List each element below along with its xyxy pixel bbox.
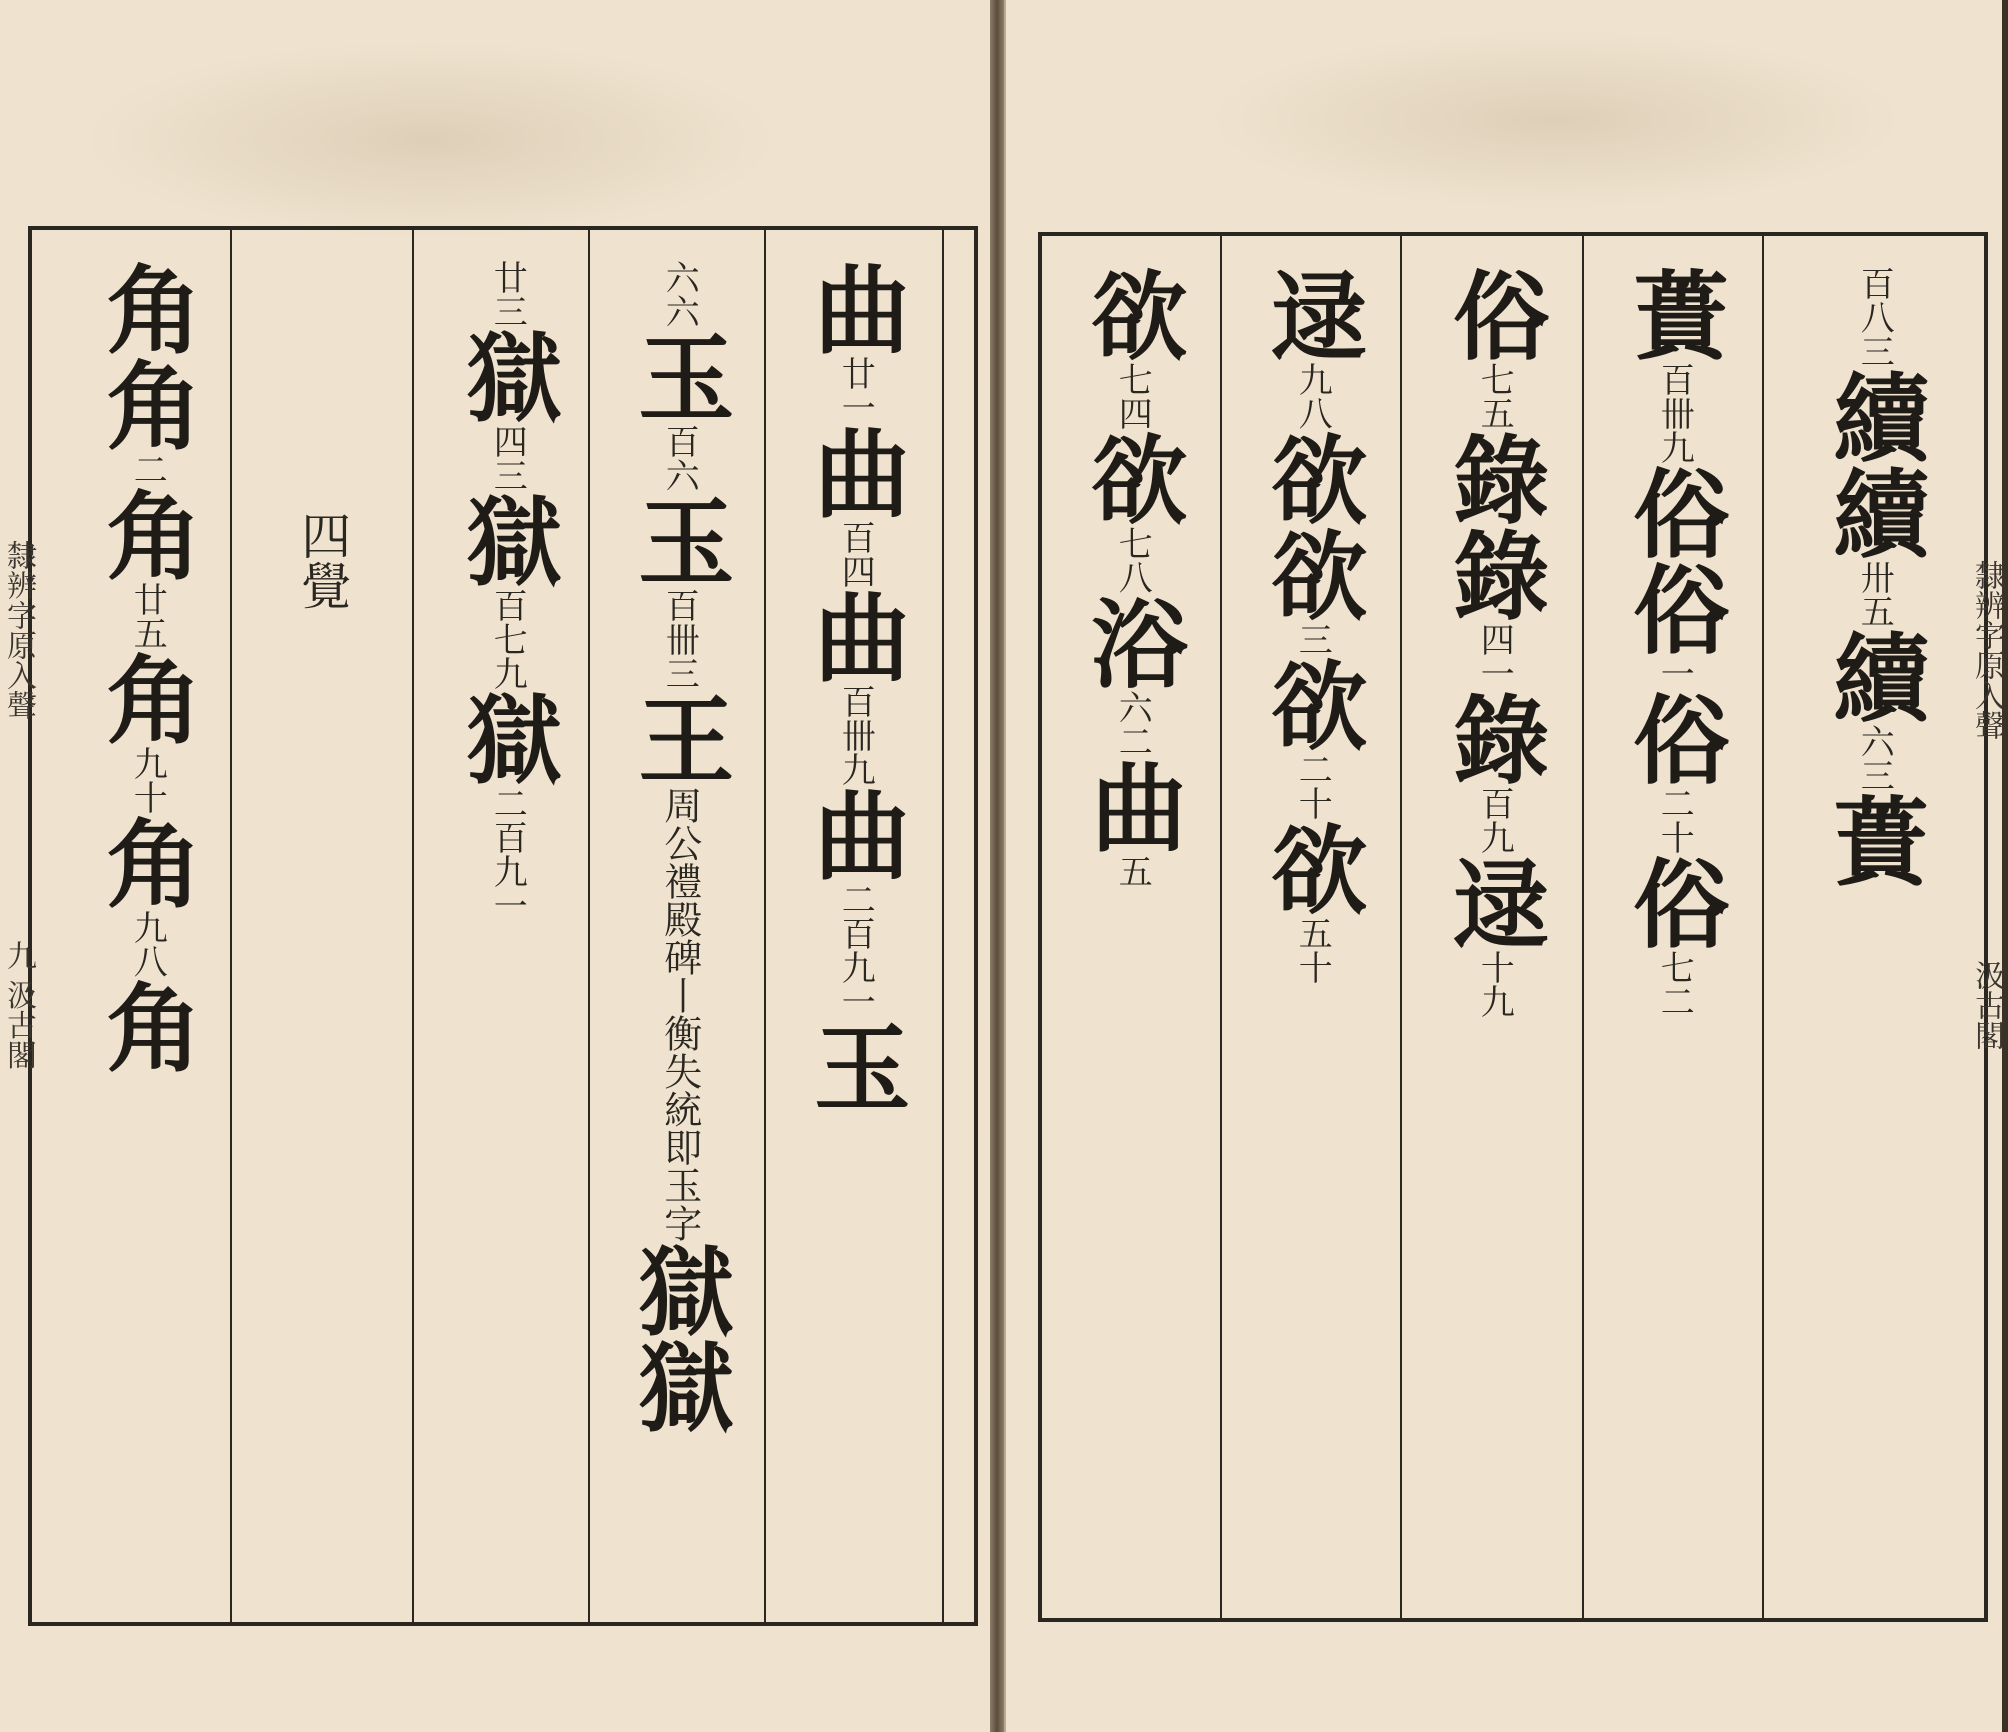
glyph: 蕢 [1617,266,1731,362]
citation-number: 二十 [1292,752,1333,820]
citation-number: 九十 [127,746,168,814]
glyph: 獄 [450,328,564,424]
glyph: 俗 [1617,464,1731,560]
citation-number: 百六 [659,424,700,492]
paper-stain [1206,30,1906,210]
entry-column-yu-prison [432,260,582,922]
entry-column-lu [1414,266,1574,1018]
glyph: 欲 [1075,430,1189,526]
right-page [1004,0,2002,1732]
margin-title: 隸辨字原入聲 [1969,560,2004,740]
entry-column-qu-yu [780,260,930,1114]
entry-column-yu-bath [1052,266,1212,888]
glyph: 逯 [1437,854,1551,950]
glyph: 俗 [1617,690,1731,786]
glyph: 俗 [1617,854,1731,950]
citation-number: 一 [1654,656,1695,690]
glyph: 錄 [1437,690,1551,786]
citation-number: 百卌九 [1654,362,1695,464]
citation-number: 七八 [1112,526,1153,594]
citation-number: 百四 [835,520,876,588]
glyph: 王 [622,690,736,786]
glyph: 續 [1817,628,1931,724]
column-rule [1220,236,1222,1618]
glyph: 玉 [798,1018,912,1114]
right-border-frame [1038,232,1988,1622]
right-margin-strip [1969,560,2004,1050]
glyph: 角 [90,650,204,746]
citation-number: 三 [1292,622,1333,656]
glyph: 欲 [1255,430,1369,526]
glyph: 曲 [798,260,912,356]
glyph: 獄獄 [622,1242,736,1434]
glyph: 曲 [1075,758,1189,854]
citation-number: 六三 [1854,724,1895,792]
glyph: 蕢 [1817,792,1931,888]
left-page [0,0,992,1732]
book-gutter [990,0,1004,1732]
glyph: 欲 [1075,266,1189,362]
glyph: 獄 [450,492,564,588]
citation-number: 廿三 [487,260,528,328]
entry-column-su [1594,266,1754,1018]
paper-stain [80,40,780,240]
glyph: 角角 [90,260,204,452]
section-heading-column [272,510,372,610]
citation-number: 六二 [1112,690,1153,758]
glyph: 玉 [622,492,736,588]
glyph: 欲 [1255,526,1369,622]
citation-number: 廿五 [127,582,168,650]
citation-number: 四一 [1474,622,1515,690]
glyph: 錄 [1437,526,1551,622]
glyph: 獄 [450,690,564,786]
column-rule [942,230,944,1622]
column-rule [1582,236,1584,1618]
citation-number: 百七九 [487,588,528,690]
citation-number: 廿一 [835,356,876,424]
glyph: 俗 [1437,266,1551,362]
citation-number: 百九 [1474,786,1515,854]
column-rule [588,230,590,1622]
citation-number: 二 [127,452,168,486]
glyph: 曲 [798,588,912,684]
citation-number: 卅五 [1854,560,1895,628]
glyph: 曲 [798,424,912,520]
citation-number: 百卌三 [659,588,700,690]
citation-number: 百卌九 [835,684,876,786]
citation-number: 五 [1112,854,1153,888]
citation-number: 百八三 [1854,266,1895,368]
citation-number: 六六 [659,260,700,328]
entry-column-yu-jade-note [604,260,754,1434]
column-rule [1400,236,1402,1618]
citation-number: 十九 [1474,950,1515,1018]
citation-number: 七四 [1112,362,1153,430]
column-rule [1762,236,1764,1618]
section-heading: 四覺 [293,510,352,610]
commentary-note: 周公禮殿碑丨衡失統即玉字 [657,786,702,1242]
column-rule [412,230,414,1622]
citation-number: 五十 [1292,916,1333,984]
column-rule [764,230,766,1622]
glyph: 錄 [1437,430,1551,526]
left-margin-strip [1,540,36,1070]
glyph: 角 [90,814,204,910]
column-rule [230,230,232,1622]
glyph: 角 [90,978,204,1074]
glyph: 俗 [1617,560,1731,656]
left-border-frame [28,226,978,1626]
entry-column-yu-desire [1232,266,1392,984]
citation-number: 二百九一 [487,786,528,922]
glyph: 曲 [798,786,912,882]
entry-column-xu [1774,266,1974,888]
citation-number: 二百九一 [835,882,876,1018]
glyph: 浴 [1075,594,1189,690]
margin-footer: 九 汲古閣 [1,940,36,1070]
citation-number: 七二 [1654,950,1695,1018]
citation-number: 七五 [1474,362,1515,430]
glyph: 玉 [622,328,736,424]
margin-title: 隸辨字原入聲 [1,540,36,720]
citation-number: 四三 [487,424,528,492]
glyph: 角 [90,486,204,582]
entry-column-jiao [72,260,222,1074]
glyph: 逯 [1255,266,1369,362]
citation-number: 九八 [127,910,168,978]
glyph: 欲 [1255,656,1369,752]
glyph: 欲 [1255,820,1369,916]
margin-footer: 汲古閣 [1969,960,2004,1050]
citation-number: 二十 [1654,786,1695,854]
glyph: 續續 [1817,368,1931,560]
citation-number: 九八 [1292,362,1333,430]
